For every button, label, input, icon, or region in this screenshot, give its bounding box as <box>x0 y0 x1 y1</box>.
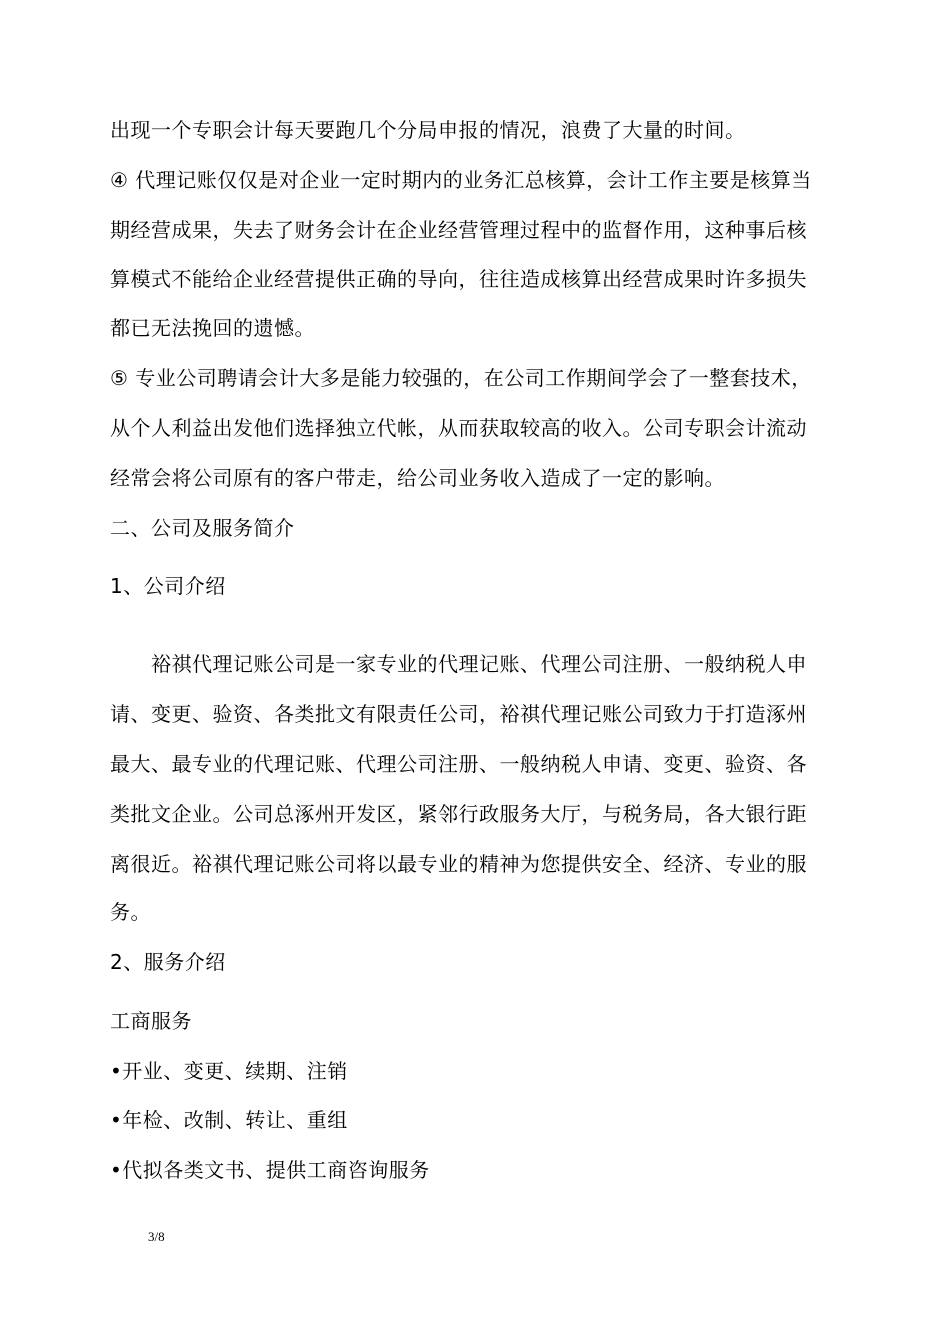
bullet-item: •年检、改制、转让、重组 <box>110 1108 348 1132</box>
text-line: 都已无法挽回的遗憾。 <box>110 316 315 340</box>
text-line: 类批文企业。公司总涿州开发区，紧邻行政服务大厅，与税务局，各大银行距 <box>110 802 807 826</box>
text-line: ⑤ 专业公司聘请会计大多是能力较强的，在公司工作期间学会了一整套技术， <box>110 366 812 390</box>
text-line: 期经营成果，失去了财务会计在企业经营管理过程中的监督作用，这种事后核 <box>110 218 807 242</box>
subsection-heading: 1、公司介绍 <box>110 574 226 598</box>
subsection-heading: 2、服务介绍 <box>110 950 226 974</box>
text-line: 从个人利益出发他们选择独立代帐，从而获取较高的收入。公司专职会计流动 <box>110 416 807 440</box>
bullet-item: •开业、变更、续期、注销 <box>110 1059 348 1083</box>
text-line: 裕祺代理记账公司是一家专业的代理记账、代理公司注册、一般纳税人申 <box>110 652 807 676</box>
text-line: 最大、最专业的代理记账、代理公司注册、一般纳税人申请、变更、验资、各 <box>110 752 807 776</box>
text-line: 请、变更、验资、各类批文有限责任公司，裕祺代理记账公司致力于打造涿州 <box>110 702 807 726</box>
section-heading: 二、公司及服务简介 <box>110 516 295 540</box>
page-number: 3/8 <box>148 1229 165 1244</box>
text-line: 经常会将公司原有的客户带走，给公司业务收入造成了一定的影响。 <box>110 466 725 490</box>
text-line: 务。 <box>110 900 151 924</box>
text-line: 出现一个专职会计每天要跑几个分局申报的情况，浪费了大量的时间。 <box>110 118 746 142</box>
service-category-heading: 工商服务 <box>110 1009 192 1033</box>
text-line: 离很近。裕祺代理记账公司将以最专业的精神为您提供安全、经济、专业的服 <box>110 852 807 876</box>
text-line: 算模式不能给企业经营提供正确的导向，往往造成核算出经营成果时许多损失 <box>110 267 807 291</box>
text-line: ④ 代理记账仅仅是对企业一定时期内的业务汇总核算，会计工作主要是核算当 <box>110 168 812 192</box>
bullet-item: •代拟各类文书、提供工商咨询服务 <box>110 1158 430 1182</box>
